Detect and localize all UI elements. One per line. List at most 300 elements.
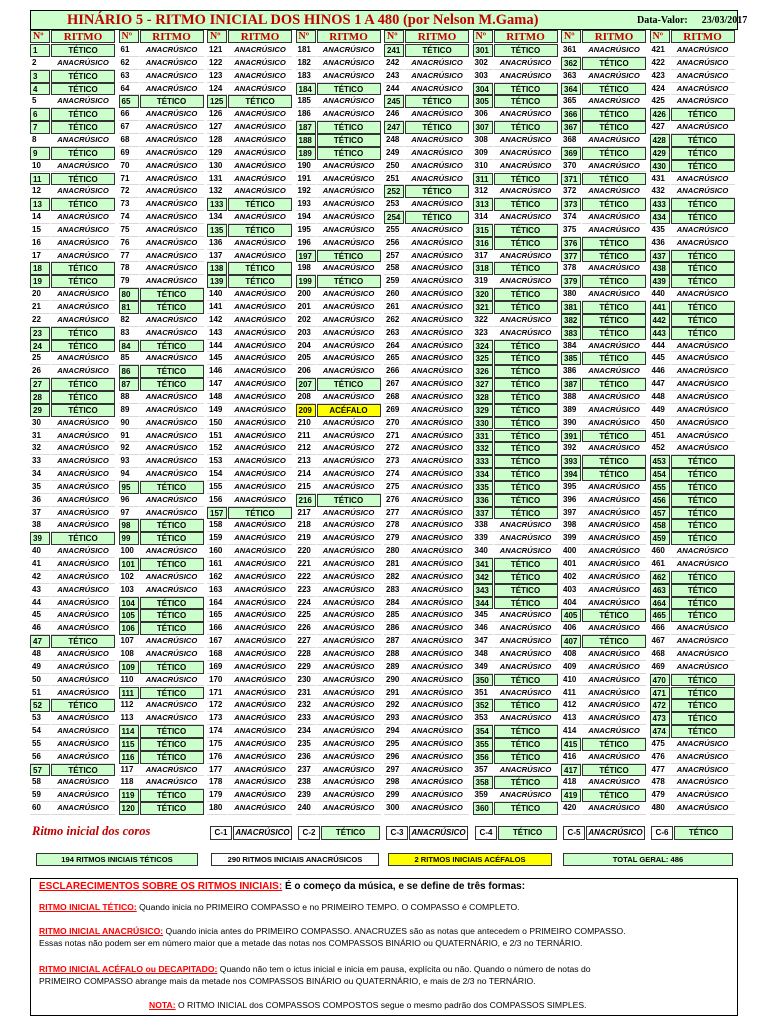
hino-ritmo: ANACRÚSICO (671, 661, 735, 674)
hino-number: 236 (296, 751, 316, 764)
hino-ritmo: ANACRÚSICO (405, 635, 469, 648)
hino-ritmo: TÉTICO (140, 687, 204, 700)
hino-ritmo: ANACRÚSICO (317, 597, 381, 610)
hino-ritmo: ANACRÚSICO (494, 789, 558, 802)
hino-number: 248 (384, 134, 404, 147)
hino-number: 117 (119, 764, 139, 777)
hino-ritmo: TÉTICO (140, 481, 204, 494)
hino-number: 303 (473, 70, 493, 83)
hino-number: 29 (30, 404, 50, 417)
hino-number: 186 (296, 108, 316, 121)
hino-ritmo: ANACRÚSICO (228, 134, 292, 147)
hino-ritmo: TÉTICO (582, 635, 646, 648)
hino-number: 308 (473, 134, 493, 147)
hino-ritmo: ANACRÚSICO (51, 352, 115, 365)
hino-ritmo: ANACRÚSICO (51, 468, 115, 481)
hino-number: 72 (119, 185, 139, 198)
hino-number: 201 (296, 301, 316, 314)
hino-number: 189 (296, 147, 316, 160)
hino-number: 65 (119, 95, 139, 108)
hino-number: 179 (207, 789, 227, 802)
hino-ritmo: ANACRÚSICO (671, 776, 735, 789)
hino-number: 31 (30, 430, 50, 443)
hino-ritmo: ANACRÚSICO (671, 70, 735, 83)
hino-ritmo: ANACRÚSICO (228, 481, 292, 494)
hino-ritmo: ANACRÚSICO (671, 340, 735, 353)
anacrusico-line2: Essas notas não podem ser em número maior que a metade das notas nos COMPASSOS BINÁRIO ou QUATERNÁRIO, e 2/3 no TERNÁRIO. (39, 938, 583, 948)
hino-number: 13 (30, 198, 50, 211)
hino-ritmo: ANACRÚSICO (317, 584, 381, 597)
hino-ritmo: ANACRÚSICO (582, 597, 646, 610)
hino-number: 113 (119, 712, 139, 725)
hino-ritmo: ANACRÚSICO (140, 635, 204, 648)
hino-number: 101 (119, 558, 139, 571)
hino-number: 432 (650, 185, 670, 198)
hino-number: 163 (207, 584, 227, 597)
hino-number: 302 (473, 57, 493, 70)
hino-ritmo: ANACRÚSICO (228, 365, 292, 378)
hino-ritmo: ANACRÚSICO (140, 776, 204, 789)
column-header-num: Nº (296, 30, 316, 43)
hino-number: 349 (473, 661, 493, 674)
hino-ritmo: ANACRÚSICO (494, 648, 558, 661)
hino-ritmo: TÉTICO (671, 301, 735, 314)
hino-number: 124 (207, 83, 227, 96)
hino-ritmo: TÉTICO (494, 430, 558, 443)
hino-ritmo: TÉTICO (51, 275, 115, 288)
hino-ritmo: ANACRÚSICO (228, 776, 292, 789)
hino-number: 243 (384, 70, 404, 83)
hino-number: 279 (384, 532, 404, 545)
hino-number: 304 (473, 83, 493, 96)
hino-number: 181 (296, 44, 316, 57)
hino-ritmo: ANACRÚSICO (228, 802, 292, 815)
hino-ritmo: ANACRÚSICO (140, 699, 204, 712)
hino-number: 96 (119, 494, 139, 507)
hino-number: 85 (119, 352, 139, 365)
hino-ritmo: ANACRÚSICO (140, 404, 204, 417)
hino-number: 212 (296, 442, 316, 455)
hino-ritmo: TÉTICO (317, 121, 381, 134)
hino-number: 17 (30, 250, 50, 263)
acefalo-text1: Quando não tem o ictus inicial e inicia em pausa, explícita ou não. Quando o número de notas do (217, 964, 591, 974)
hino-ritmo: ANACRÚSICO (317, 481, 381, 494)
hino-number: 442 (650, 314, 670, 327)
hino-number: 28 (30, 391, 50, 404)
hino-ritmo: ANACRÚSICO (228, 250, 292, 263)
hino-number: 323 (473, 327, 493, 340)
hino-number: 33 (30, 455, 50, 468)
hino-ritmo: TÉTICO (140, 340, 204, 353)
hino-ritmo: ANACRÚSICO (228, 185, 292, 198)
hino-number: 261 (384, 301, 404, 314)
hino-number: 242 (384, 57, 404, 70)
hino-ritmo: TÉTICO (51, 70, 115, 83)
hino-number: 353 (473, 712, 493, 725)
hino-ritmo: ANACRÚSICO (405, 301, 469, 314)
hino-ritmo: TÉTICO (582, 173, 646, 186)
hino-number: 424 (650, 83, 670, 96)
hino-number: 410 (561, 674, 581, 687)
hino-number: 219 (296, 532, 316, 545)
hino-number: 327 (473, 378, 493, 391)
hino-number: 159 (207, 532, 227, 545)
hino-number: 466 (650, 622, 670, 635)
total-geral: TOTAL GERAL: 486 (563, 853, 733, 866)
hino-number: 360 (473, 802, 493, 815)
hino-ritmo: ANACRÚSICO (140, 57, 204, 70)
hino-ritmo: ANACRÚSICO (51, 738, 115, 751)
hino-ritmo: TÉTICO (405, 185, 469, 198)
hino-ritmo: ANACRÚSICO (140, 173, 204, 186)
coro-code: C-2 (298, 826, 320, 840)
hino-number: 203 (296, 327, 316, 340)
hino-number: 213 (296, 455, 316, 468)
hino-ritmo: ANACRÚSICO (671, 648, 735, 661)
hino-ritmo: ANACRÚSICO (494, 108, 558, 121)
hino-ritmo: ANACRÚSICO (228, 622, 292, 635)
hino-ritmo: ANACRÚSICO (405, 789, 469, 802)
hino-number: 330 (473, 417, 493, 430)
coro-ritmo: ANACRÚSICO (409, 826, 468, 840)
hino-ritmo: TÉTICO (140, 751, 204, 764)
hino-number: 3 (30, 70, 50, 83)
hino-number: 167 (207, 635, 227, 648)
hino-number: 318 (473, 262, 493, 275)
hino-ritmo: ANACRÚSICO (51, 301, 115, 314)
hino-number: 34 (30, 468, 50, 481)
hino-number: 222 (296, 571, 316, 584)
hino-ritmo: ANACRÚSICO (140, 571, 204, 584)
hino-number: 130 (207, 160, 227, 173)
hino-ritmo: ANACRÚSICO (494, 545, 558, 558)
hino-number: 154 (207, 468, 227, 481)
hino-ritmo: TÉTICO (671, 532, 735, 545)
hino-ritmo: ANACRÚSICO (228, 532, 292, 545)
hino-ritmo: ANACRÚSICO (582, 442, 646, 455)
hino-ritmo: ANACRÚSICO (228, 44, 292, 57)
hino-ritmo: ANACRÚSICO (405, 391, 469, 404)
coro-code: C-3 (386, 826, 408, 840)
hino-number: 168 (207, 648, 227, 661)
hino-ritmo: TÉTICO (582, 609, 646, 622)
hino-number: 240 (296, 802, 316, 815)
hino-ritmo: ANACRÚSICO (405, 648, 469, 661)
hino-number: 102 (119, 571, 139, 584)
hino-number: 198 (296, 262, 316, 275)
column-header-num: Nº (650, 30, 670, 43)
hino-ritmo: TÉTICO (494, 352, 558, 365)
hino-number: 164 (207, 597, 227, 610)
hino-number: 176 (207, 751, 227, 764)
hino-number: 316 (473, 237, 493, 250)
hino-number: 199 (296, 275, 316, 288)
hino-number: 115 (119, 738, 139, 751)
hino-ritmo: TÉTICO (671, 519, 735, 532)
hino-number: 416 (561, 751, 581, 764)
hino-ritmo: TÉTICO (494, 674, 558, 687)
hino-number: 79 (119, 275, 139, 288)
hino-number: 221 (296, 558, 316, 571)
hino-number: 256 (384, 237, 404, 250)
hino-number: 180 (207, 802, 227, 815)
nota-text: O RITMO INICIAL dos COMPASSOS COMPOSTOS segue o mesmo padrão dos COMPASSOS SIMPLES. (175, 1000, 587, 1010)
hino-number: 321 (473, 301, 493, 314)
hino-ritmo: TÉTICO (51, 764, 115, 777)
hino-ritmo: ANACRÚSICO (671, 237, 735, 250)
hino-ritmo: TÉTICO (671, 468, 735, 481)
hino-ritmo: ANACRÚSICO (582, 712, 646, 725)
hino-number: 204 (296, 340, 316, 353)
hino-ritmo: TÉTICO (140, 622, 204, 635)
hino-ritmo: ANACRÚSICO (51, 160, 115, 173)
hino-number: 405 (561, 609, 581, 622)
hino-ritmo: TÉTICO (494, 83, 558, 96)
hino-number: 438 (650, 262, 670, 275)
hino-number: 385 (561, 352, 581, 365)
hino-number: 334 (473, 468, 493, 481)
hino-ritmo: ANACRÚSICO (228, 661, 292, 674)
hino-ritmo: TÉTICO (140, 609, 204, 622)
hino-ritmo: ANACRÚSICO (228, 648, 292, 661)
hino-ritmo: TÉTICO (51, 378, 115, 391)
hino-number: 149 (207, 404, 227, 417)
hino-number: 211 (296, 430, 316, 443)
hino-ritmo: ANACRÚSICO (405, 674, 469, 687)
hino-ritmo: TÉTICO (494, 198, 558, 211)
hino-ritmo: TÉTICO (582, 314, 646, 327)
hino-ritmo: ANACRÚSICO (317, 44, 381, 57)
hino-ritmo: ANACRÚSICO (405, 147, 469, 160)
hino-ritmo: ANACRÚSICO (228, 57, 292, 70)
hino-number: 354 (473, 725, 493, 738)
hino-ritmo: TÉTICO (494, 738, 558, 751)
hino-ritmo: ANACRÚSICO (494, 185, 558, 198)
hino-ritmo: ANACRÚSICO (51, 789, 115, 802)
hino-number: 366 (561, 108, 581, 121)
hino-number: 244 (384, 83, 404, 96)
hino-number: 415 (561, 738, 581, 751)
hino-ritmo: ANACRÚSICO (317, 198, 381, 211)
hino-ritmo: ANACRÚSICO (228, 121, 292, 134)
hino-number: 450 (650, 417, 670, 430)
hino-ritmo: ANACRÚSICO (317, 262, 381, 275)
anacrusico-text1: Quando inicia antes do PRIMEIRO COMPASSO. ANACRUZES são as notas que antecedem o PRIMEIRO COMPASSO. (163, 926, 626, 936)
hino-number: 382 (561, 314, 581, 327)
hino-ritmo: ANACRÚSICO (317, 751, 381, 764)
hino-ritmo: ANACRÚSICO (405, 224, 469, 237)
hino-ritmo: TÉTICO (494, 571, 558, 584)
hino-ritmo: ANACRÚSICO (228, 725, 292, 738)
hino-ritmo: ANACRÚSICO (51, 288, 115, 301)
hino-ritmo: ANACRÚSICO (140, 275, 204, 288)
hino-number: 43 (30, 584, 50, 597)
hino-ritmo: ANACRÚSICO (671, 789, 735, 802)
hino-ritmo: ANACRÚSICO (228, 288, 292, 301)
hino-ritmo: TÉTICO (671, 687, 735, 700)
hino-number: 190 (296, 160, 316, 173)
hino-number: 77 (119, 250, 139, 263)
hino-ritmo: TÉTICO (494, 699, 558, 712)
hino-number: 81 (119, 301, 139, 314)
hino-ritmo: ANACRÚSICO (671, 751, 735, 764)
hino-ritmo: ANACRÚSICO (317, 211, 381, 224)
hino-number: 280 (384, 545, 404, 558)
hino-number: 42 (30, 571, 50, 584)
hino-ritmo: TÉTICO (140, 789, 204, 802)
hino-ritmo: ANACRÚSICO (228, 430, 292, 443)
hino-ritmo: ANACRÚSICO (228, 442, 292, 455)
hino-ritmo: ANACRÚSICO (140, 712, 204, 725)
hino-ritmo: ANACRÚSICO (140, 262, 204, 275)
hino-number: 381 (561, 301, 581, 314)
hino-number: 473 (650, 712, 670, 725)
hino-number: 467 (650, 635, 670, 648)
hino-ritmo: ANACRÚSICO (317, 173, 381, 186)
hino-number: 15 (30, 224, 50, 237)
hino-number: 470 (650, 674, 670, 687)
hino-ritmo: ANACRÚSICO (317, 365, 381, 378)
hino-ritmo: ANACRÚSICO (140, 160, 204, 173)
hino-ritmo: TÉTICO (494, 455, 558, 468)
hino-ritmo: TÉTICO (228, 198, 292, 211)
column-header-ritmo: RITMO (317, 30, 381, 43)
hino-number: 444 (650, 340, 670, 353)
hino-number: 398 (561, 519, 581, 532)
hino-ritmo: ANACRÚSICO (494, 134, 558, 147)
hino-number: 305 (473, 95, 493, 108)
hino-ritmo: TÉTICO (582, 57, 646, 70)
hino-number: 341 (473, 558, 493, 571)
hino-ritmo: ANACRÚSICO (140, 250, 204, 263)
hino-ritmo: ANACRÚSICO (582, 224, 646, 237)
hino-ritmo: TÉTICO (494, 391, 558, 404)
hino-number: 116 (119, 751, 139, 764)
hino-ritmo: ANACRÚSICO (582, 70, 646, 83)
hino-ritmo: ANACRÚSICO (494, 314, 558, 327)
hino-ritmo: ANACRÚSICO (671, 185, 735, 198)
hino-number: 440 (650, 288, 670, 301)
hino-number: 456 (650, 494, 670, 507)
hino-ritmo: ANACRÚSICO (140, 147, 204, 160)
hino-ritmo: ANACRÚSICO (317, 314, 381, 327)
hino-number: 121 (207, 44, 227, 57)
hino-number: 237 (296, 764, 316, 777)
hino-ritmo: ANACRÚSICO (228, 545, 292, 558)
coro-ritmo: TÉTICO (498, 826, 557, 840)
hino-ritmo: TÉTICO (317, 134, 381, 147)
hino-ritmo: TÉTICO (494, 442, 558, 455)
coro-ritmo: TÉTICO (321, 826, 380, 840)
hino-number: 195 (296, 224, 316, 237)
hino-ritmo: ANACRÚSICO (582, 262, 646, 275)
hino-ritmo: TÉTICO (140, 738, 204, 751)
hino-ritmo: ANACRÚSICO (51, 430, 115, 443)
hino-number: 281 (384, 558, 404, 571)
hino-ritmo: ANACRÚSICO (317, 340, 381, 353)
hino-number: 123 (207, 70, 227, 83)
hino-ritmo: ANACRÚSICO (317, 674, 381, 687)
hino-number: 32 (30, 442, 50, 455)
coros-row (30, 826, 738, 842)
hino-number: 431 (650, 173, 670, 186)
hino-number: 453 (650, 455, 670, 468)
hino-number: 178 (207, 776, 227, 789)
hino-number: 66 (119, 108, 139, 121)
hino-number: 148 (207, 391, 227, 404)
hino-number: 403 (561, 584, 581, 597)
hino-ritmo: TÉTICO (140, 301, 204, 314)
hino-number: 288 (384, 648, 404, 661)
hino-number: 19 (30, 275, 50, 288)
hino-number: 109 (119, 661, 139, 674)
hino-ritmo: ANACRÚSICO (671, 404, 735, 417)
anacrusico-label: RITMO INICIAL ANACRÚSICO: (39, 926, 164, 936)
hino-ritmo: TÉTICO (494, 725, 558, 738)
hino-ritmo: ANACRÚSICO (317, 699, 381, 712)
hino-ritmo: ANACRÚSICO (228, 738, 292, 751)
hino-number: 153 (207, 455, 227, 468)
hino-number: 151 (207, 430, 227, 443)
hino-ritmo: ANACRÚSICO (140, 764, 204, 777)
hino-ritmo: ANACRÚSICO (582, 648, 646, 661)
hino-ritmo: ANACRÚSICO (405, 712, 469, 725)
hino-number: 472 (650, 699, 670, 712)
hino-number: 232 (296, 699, 316, 712)
hino-number: 10 (30, 160, 50, 173)
hino-ritmo: ANACRÚSICO (51, 751, 115, 764)
hino-number: 389 (561, 404, 581, 417)
hino-ritmo: ANACRÚSICO (671, 173, 735, 186)
hino-number: 106 (119, 622, 139, 635)
hino-number: 276 (384, 494, 404, 507)
hino-ritmo: ANACRÚSICO (140, 352, 204, 365)
hino-ritmo: ANACRÚSICO (582, 519, 646, 532)
hino-number: 170 (207, 674, 227, 687)
hino-number: 290 (384, 674, 404, 687)
hino-number: 452 (650, 442, 670, 455)
hino-ritmo: TÉTICO (582, 352, 646, 365)
hino-number: 435 (650, 224, 670, 237)
hino-ritmo: ANACRÚSICO (405, 699, 469, 712)
hino-number: 12 (30, 185, 50, 198)
hino-number: 87 (119, 378, 139, 391)
hino-ritmo: ANACRÚSICO (317, 108, 381, 121)
hino-number: 41 (30, 558, 50, 571)
hino-number: 336 (473, 494, 493, 507)
hino-ritmo: TÉTICO (140, 661, 204, 674)
hino-ritmo: TÉTICO (494, 121, 558, 134)
hino-ritmo: ANACRÚSICO (140, 237, 204, 250)
hino-ritmo: ANACRÚSICO (51, 674, 115, 687)
hino-ritmo: ANACRÚSICO (582, 95, 646, 108)
hino-ritmo: TÉTICO (405, 44, 469, 57)
hino-ritmo: ANACRÚSICO (228, 764, 292, 777)
hino-number: 185 (296, 95, 316, 108)
hino-number: 325 (473, 352, 493, 365)
hino-number: 114 (119, 725, 139, 738)
hino-ritmo: ANACRÚSICO (671, 802, 735, 815)
hino-number: 461 (650, 558, 670, 571)
coro-code: C-1 (210, 826, 232, 840)
hino-ritmo: TÉTICO (582, 237, 646, 250)
hino-number: 319 (473, 275, 493, 288)
hino-ritmo: ANACRÚSICO (582, 44, 646, 57)
hino-ritmo: ANACRÚSICO (405, 173, 469, 186)
hino-number: 255 (384, 224, 404, 237)
hino-ritmo: ANACRÚSICO (317, 288, 381, 301)
hino-ritmo: ANACRÚSICO (582, 494, 646, 507)
